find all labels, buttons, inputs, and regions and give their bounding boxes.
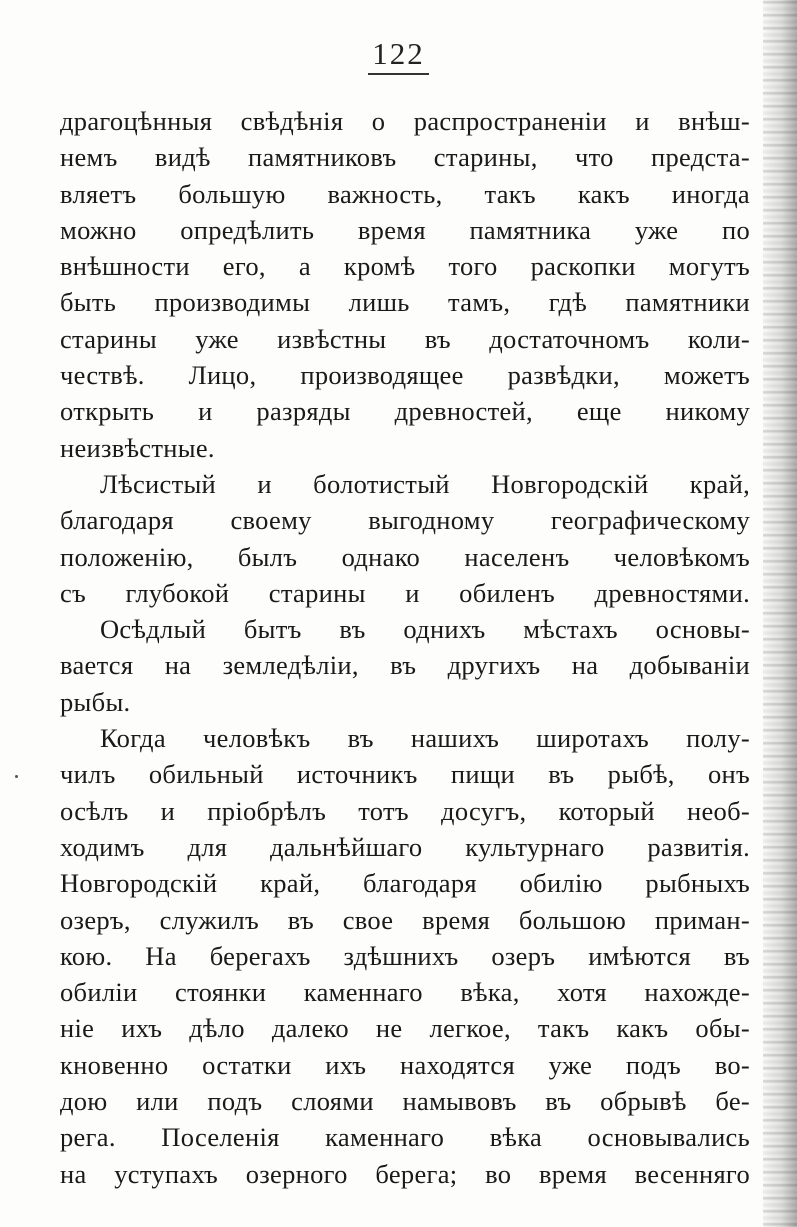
text-line: рыбы. (60, 686, 131, 717)
text-line: дою или подъ слоями намывовъ въ обрывѣ бе- (60, 1086, 750, 1117)
page-number-text: 122 (368, 36, 429, 75)
text-line: ходимъ для дальнѣйшаго культурнаго развитія. (60, 831, 750, 862)
page-number (0, 36, 797, 72)
text-line: Когда человѣкъ въ нашихъ широтахъ полу- (100, 723, 750, 754)
text-line: внѣшности его, а кромѣ того раскопки могутъ (60, 251, 750, 282)
text-line: благодаря своему выгодному географическому (60, 505, 750, 536)
text-line: кновенно остатки ихъ находятся уже подъ во- (60, 1049, 750, 1080)
text-line: положенію, былъ однако населенъ человѣкомъ (60, 541, 750, 572)
scan-speck (15, 775, 18, 778)
text-line: рега. Поселенія каменнаго вѣка основывались (60, 1122, 750, 1153)
body-text (60, 103, 750, 1192)
text-line: открыть и разряды древностей, еще никому (60, 396, 750, 427)
text-line: осѣлъ и пріобрѣлъ тотъ досугъ, который необ- (60, 795, 750, 826)
text-line: обиліи стоянки каменнаго вѣка, хотя нахожде- (60, 977, 750, 1008)
text-line: Новгородскій край, благодаря обилію рыбныхъ (60, 868, 750, 899)
page-edge-shadow (763, 0, 797, 1227)
text-line: кою. На берегахъ здѣшнихъ озеръ имѣются въ (60, 940, 750, 971)
text-line: Лѣсистый и болотистый Новгородскій край, (100, 468, 750, 499)
text-line: вается на земледѣліи, въ другихъ на добываніи (60, 650, 750, 681)
text-line: Осѣдлый бытъ въ однихъ мѣстахъ основы- (100, 614, 750, 645)
text-line: немъ видѣ памятниковъ старины, что предста- (60, 142, 750, 173)
text-line: на уступахъ озерного берега; во время весенняго (60, 1158, 750, 1189)
text-line: неизвѣстные. (60, 432, 215, 463)
text-line: чилъ обильный источникъ пищи въ рыбѣ, онъ (60, 759, 750, 790)
text-line: можно опредѣлить время памятника уже по (60, 214, 750, 245)
text-line: чествѣ. Лицо, производящее развѣдки, можетъ (60, 360, 750, 391)
text-line: озеръ, служилъ въ свое время большою приман- (60, 904, 750, 935)
text-line: драгоцѣнныя свѣдѣнія о распространеніи и внѣш- (60, 106, 750, 136)
text-line: вляетъ большую важность, такъ какъ иногда (60, 178, 750, 209)
text-line: старины уже извѣстны въ достаточномъ коли- (60, 323, 750, 354)
text-line: съ глубокой старины и обиленъ древностями. (60, 577, 750, 608)
text-line: быть производимы лишь тамъ, гдѣ памятники (60, 287, 750, 318)
text-line: ніе ихъ дѣло далеко не легкое, такъ какъ обы- (60, 1013, 750, 1044)
